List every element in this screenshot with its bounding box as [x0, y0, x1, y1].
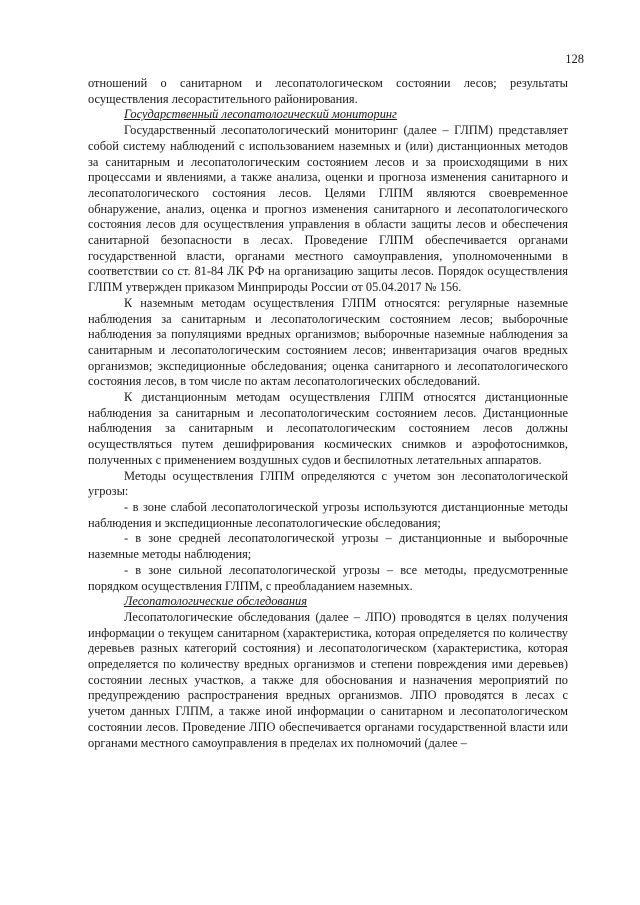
- section-heading-glpm: Государственный лесопатологический мониторинг: [124, 107, 397, 122]
- paragraph-remote-methods: К дистанционным методам осуществления ГЛПМ относятся дистанционные наблюдения за санитарным и лесопатологическим состоянием лесов. Дистанционные наблюдения за санитарным и лесопатологическим состоянием лесов должны осуществляться путем дешифрирования космических снимков и аэрофотоснимков, полученных с применением воздушных судов и беспилотных летательных аппаратов.: [88, 390, 568, 467]
- paragraph-lpo-definition: Лесопатологические обследования (далее – ЛПО) проводятся в целях получения информации о текущем санитарном (характеристика, которая определяется по количеству деревьев разных категорий состояния) и лесопатологическом (характеристика, которая определяется по количеству вредных организмов и степени повреждения ими деревьев) состоянии лесных участков, а также для обоснования и назначения мероприятий по предупреждению распространения вредных организмов. ЛПО проводятся в лесах с учетом данных ГЛПМ, а также иной информации о санитарном и лесопатологическом состоянии лесов. Проведение ЛПО обеспечивается органами государственной власти или органами местного самоуправления в пределах их полномочий (далее –: [88, 609, 568, 750]
- page-number: 128: [565, 52, 584, 66]
- section-heading-lpo: Лесопатологические обследования: [124, 594, 308, 609]
- list-item-medium-zone: - в зоне средней лесопатологической угрозы – дистанционные и выборочные наземные методы наблюдения;: [88, 531, 568, 562]
- paragraph-continuation: отношений о санитарном и лесопатологическом состоянии лесов; результаты осуществления лесорастительного районирования.: [88, 76, 568, 106]
- document-body: [88, 76, 568, 751]
- paragraph-methods-zones: Методы осуществления ГЛПМ определяются с учетом зон лесопатологической угрозы:: [88, 468, 568, 499]
- list-item-weak-zone: - в зоне слабой лесопатологической угрозы используются дистанционные методы наблюдения и экспедиционные лесопатологические обследования;: [88, 499, 568, 530]
- paragraph-glpm-definition: Государственный лесопатологический мониторинг (далее – ГЛПМ) представляет собой систему наблюдений с использованием наземных и (или) дистанционных методов за санитарным и лесопатологическим состоянием лесов и за происходящими в них процессами и явлениями, а также анализа, оценки и прогноза изменения санитарного и лесопатологического состояния лесов. Целями ГЛПМ являются своевременное обнаружение, анализ, оценка и прогноз изменения санитарного и лесопатологического состояния лесов для осуществления управления в области защиты лесов и обеспечения санитарной безопасности в лесах. Проведение ГЛПМ обеспечивается органами государственной власти, органами местного самоуправления, уполномоченными в соответствии со ст. 81-84 ЛК РФ на организацию защиты лесов. Порядок осуществления ГЛПМ утвержден приказом Минприроды России от 05.04.2017 № 156.: [88, 123, 568, 295]
- paragraph-ground-methods: К наземным методам осуществления ГЛПМ относятся: регулярные наземные наблюдения за санитарным и лесопатологическим состоянием лесов; выборочные наблюдения за популяциями вредных организмов; выборочные наземные наблюдения за санитарным и лесопатологическим состоянием лесов; инвентаризация очагов вредных организмов; экспедиционные обследования; оценка санитарного и лесопатологического состояния лесов, в том числе по актам лесопатологических обследований.: [88, 295, 568, 389]
- list-item-strong-zone: - в зоне сильной лесопатологической угрозы – все методы, предусмотренные порядком осуществления ГЛПМ, с преобладанием наземных.: [88, 562, 568, 593]
